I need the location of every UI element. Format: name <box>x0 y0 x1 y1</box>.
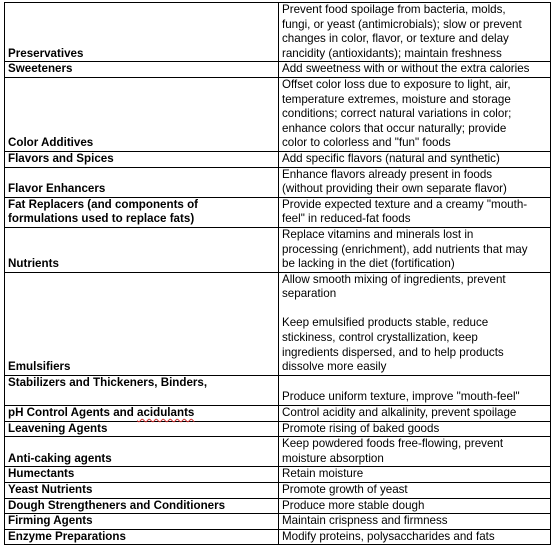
table-row <box>5 151 551 167</box>
function-text-line: Replace vitamins and minerals lost in <box>282 227 474 241</box>
function-text-line: Modify proteins, polysaccharides and fats <box>282 529 495 543</box>
ingredient-type-cell[interactable]: Nutrients <box>5 227 279 272</box>
function-text-line: Produce uniform texture, improve "mouth-feel" <box>282 390 520 404</box>
table-row <box>5 514 551 530</box>
ingredient-type-cell[interactable]: Preservatives <box>5 3 279 62</box>
ingredient-type-cell[interactable] <box>5 406 279 422</box>
function-text-line: temperature extremes, moisture and storage <box>282 92 511 106</box>
function-text-line: Promote growth of yeast <box>282 483 408 496</box>
function-text-line: Add sweetness with or without the extra calories <box>282 62 530 76</box>
ingredient-function-cell[interactable] <box>279 375 551 405</box>
function-text-line: color to colorless and "fun" foods <box>282 136 451 150</box>
function-text-spacer <box>282 302 547 317</box>
ingredient-function-cell[interactable] <box>279 227 551 272</box>
function-text-line: Produce more stable dough <box>282 498 425 512</box>
ingredient-function-cell[interactable] <box>279 437 551 467</box>
function-text-line: rancidity (antioxidants); maintain freshness <box>282 46 502 60</box>
function-text-line: Control acidity and alkalinity, prevent spoilage <box>282 406 517 420</box>
ingredient-function-cell[interactable] <box>279 421 551 437</box>
ingredient-type-line: Fat Replacers (and components of <box>8 197 199 211</box>
ingredient-function-cell[interactable] <box>279 151 551 167</box>
table-row <box>5 227 551 272</box>
function-text-line: stickiness, control crystallization, keep <box>282 331 478 345</box>
ingredient-type-cell[interactable]: Stabilizers and Thickeners, Binders, <box>5 375 279 405</box>
function-text-line: be lacking in the diet (fortification) <box>282 257 455 271</box>
ingredient-type-cell[interactable] <box>5 197 279 227</box>
table-row <box>5 421 551 437</box>
ingredient-type-cell[interactable]: Flavors and Spices <box>5 151 279 167</box>
function-text-line: (without providing their own separate flavor) <box>282 182 507 196</box>
food-ingredients-table <box>4 2 551 545</box>
function-text-line: Add specific flavors (natural and synthetic) <box>282 151 500 165</box>
ingredient-type-cell[interactable]: Yeast Nutrients <box>5 483 279 499</box>
function-text-line: Offset color loss due to exposure to light, air, <box>282 77 511 91</box>
ingredient-type-cell[interactable]: Leavening Agents <box>5 421 279 437</box>
function-text-line: Retain moisture <box>282 467 364 481</box>
function-text-line: dissolve more easily <box>282 360 387 374</box>
ingredient-function-cell[interactable] <box>279 483 551 499</box>
ingredient-function-cell[interactable] <box>279 62 551 78</box>
function-text-line: separation <box>282 287 337 301</box>
ingredient-type-line: formulations used to replace fats) <box>8 212 195 226</box>
table-row <box>5 498 551 514</box>
function-text-line: conditions; correct natural variations in color; <box>282 107 512 121</box>
function-text-line: moisture absorption <box>282 451 384 465</box>
ingredient-type-cell[interactable]: Emulsifiers <box>5 272 279 375</box>
function-text-line: Maintain crispness and firmness <box>282 514 448 528</box>
ingredient-function-cell[interactable] <box>279 272 551 375</box>
ingredient-type-cell[interactable]: Firming Agents <box>5 514 279 530</box>
ingredient-type-cell[interactable]: Color Additives <box>5 77 279 151</box>
ingredient-function-cell[interactable] <box>279 529 551 545</box>
function-text-line: Keep powdered foods free-flowing, prevent <box>282 437 504 451</box>
function-text-spacer <box>282 376 547 391</box>
function-text-line: ingredients dispersed, and to help products <box>282 345 504 359</box>
function-text-line: Prevent food spoilage from bacteria, molds, <box>282 3 506 16</box>
function-text-line: processing (enrichment), add nutrients that may <box>282 242 528 256</box>
ingredient-type-cell[interactable]: Dough Strengtheners and Conditioners <box>5 498 279 514</box>
function-text-line: Allow smooth mixing of ingredients, prevent <box>282 272 506 286</box>
table-row <box>5 375 551 405</box>
ingredient-type-cell[interactable]: Humectants <box>5 467 279 483</box>
function-text-line: changes in color, flavor, or texture and delay <box>282 32 509 46</box>
table-row <box>5 77 551 151</box>
table-row <box>5 483 551 499</box>
function-text-line: Promote rising of baked goods <box>282 421 440 435</box>
ingredient-function-cell[interactable] <box>279 3 551 62</box>
function-text-line: fungi, or yeast (antimicrobials); slow or prevent <box>282 17 522 31</box>
function-text-line: feel" in reduced-fat foods <box>282 212 411 226</box>
table-row <box>5 197 551 227</box>
function-text-line: enhance colors that occur naturally; provide <box>282 121 507 135</box>
function-text-line: Provide expected texture and a creamy "mouth- <box>282 197 528 211</box>
ingredient-type-cell[interactable]: Anti-caking agents <box>5 437 279 467</box>
ingredient-type-cell[interactable]: Enzyme Preparations <box>5 529 279 545</box>
function-text-line: Enhance flavors already present in foods <box>282 167 493 181</box>
table-row <box>5 467 551 483</box>
spelling-error-word[interactable]: acidulants <box>137 406 195 420</box>
ingredient-type-cell[interactable]: Sweeteners <box>5 62 279 78</box>
table-row <box>5 437 551 467</box>
ingredient-function-cell[interactable] <box>279 77 551 151</box>
ingredient-function-cell[interactable] <box>279 514 551 530</box>
ingredient-type-cell[interactable]: Flavor Enhancers <box>5 167 279 197</box>
table-row <box>5 406 551 422</box>
table-row <box>5 3 551 62</box>
table-row <box>5 272 551 375</box>
function-text-line: Keep emulsified products stable, reduce <box>282 316 489 330</box>
ingredient-function-cell[interactable] <box>279 406 551 422</box>
ingredient-type-text: pH Control Agents and <box>8 406 138 420</box>
ingredient-function-cell[interactable] <box>279 167 551 197</box>
ingredient-function-cell[interactable] <box>279 197 551 227</box>
table-row <box>5 167 551 197</box>
table-row <box>5 529 551 545</box>
ingredient-function-cell[interactable] <box>279 498 551 514</box>
ingredients-table-sheet <box>4 2 550 545</box>
table-row <box>5 62 551 78</box>
ingredient-function-cell[interactable] <box>279 467 551 483</box>
